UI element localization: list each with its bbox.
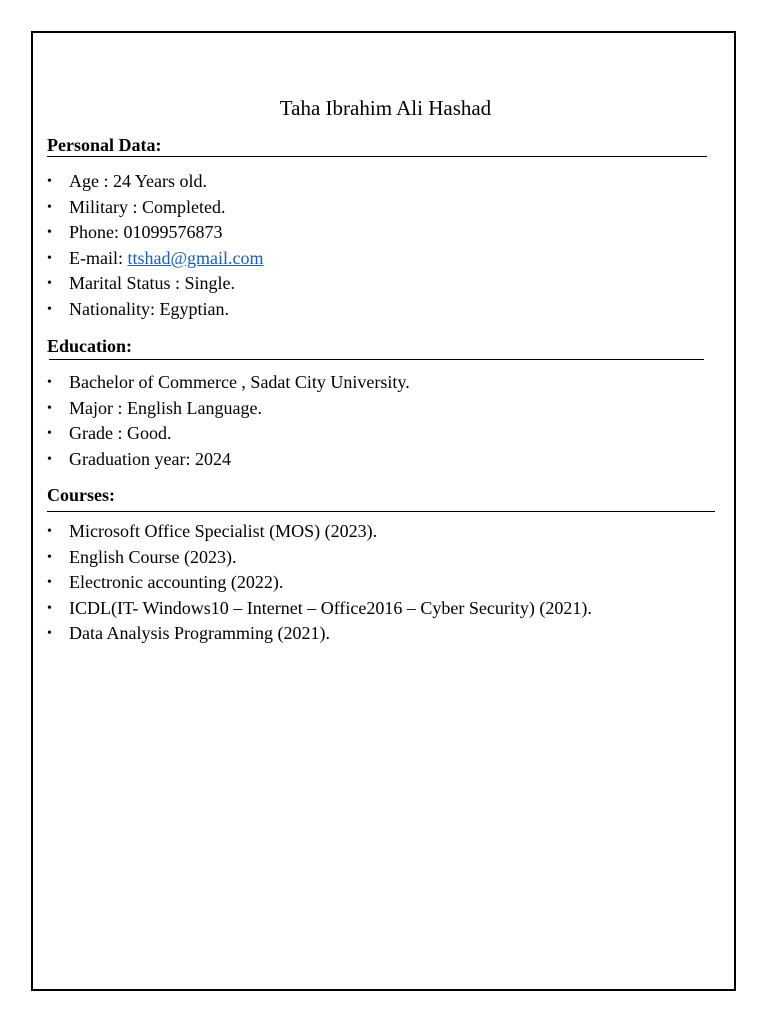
list-item [47, 570, 592, 596]
bullet-icon: • [47, 549, 52, 565]
list-item [47, 271, 264, 297]
courses-divider [47, 511, 715, 512]
bullet-icon: • [47, 174, 52, 189]
bullet-icon: • [47, 250, 52, 266]
bullet-icon: • [47, 426, 52, 442]
education-item-text: Major : English Language. [69, 397, 262, 418]
nationality-text: Nationality: Egyptian. [69, 298, 229, 319]
bullet-icon: • [47, 400, 52, 416]
bullet-icon: • [47, 524, 52, 539]
bullet-icon: • [47, 451, 52, 467]
course-item-text: Data Analysis Programming (2021). [69, 623, 330, 644]
list-item [47, 421, 410, 447]
personal-data-list [47, 169, 264, 323]
list-item [47, 447, 410, 473]
course-item-text: English Course (2023). [69, 546, 237, 567]
list-item [47, 169, 264, 195]
bullet-icon: • [47, 375, 52, 390]
marital-status-text: Marital Status : Single. [69, 273, 235, 294]
courses-heading: Courses: [47, 485, 115, 505]
list-item [47, 220, 264, 246]
list-item [47, 195, 264, 221]
page-title: Taha Ibrahim Ali Hashad [279, 96, 492, 120]
list-item [47, 621, 592, 647]
bullet-icon: • [47, 626, 52, 642]
phone-text: Phone: 01099576873 [69, 222, 223, 243]
bullet-icon: • [47, 199, 52, 215]
education-list [47, 370, 410, 472]
list-item [47, 596, 592, 622]
list-item [47, 519, 592, 545]
personal-data-heading: Personal Data: [47, 135, 162, 155]
email-link[interactable]: ttshad@gmail.com [127, 247, 264, 268]
bullet-icon: • [47, 301, 52, 317]
email-label: E-mail: [69, 247, 128, 268]
cv-page [31, 31, 736, 991]
age-text: Age : 24 Years old. [69, 171, 207, 191]
personal-data-divider [47, 156, 707, 157]
military-text: Military : Completed. [69, 196, 226, 217]
bullet-icon: • [47, 276, 52, 292]
list-item [47, 396, 410, 422]
education-heading: Education: [47, 336, 133, 356]
list-item [47, 545, 592, 571]
education-item-text: Graduation year: 2024 [69, 448, 231, 469]
course-item-text: Electronic accounting (2022). [69, 572, 284, 593]
bullet-icon: • [47, 575, 52, 591]
education-divider [49, 359, 704, 360]
list-item [47, 297, 264, 323]
bullet-icon: • [47, 225, 52, 241]
course-item-text: Microsoft Office Specialist (MOS) (2023). [69, 521, 378, 541]
course-item-text: ICDL(IT- Windows10 – Internet – Office2016 – Cyber Security) (2021). [69, 597, 592, 618]
list-item [47, 246, 264, 272]
courses-list [47, 519, 592, 647]
education-item-text: Grade : Good. [69, 423, 172, 444]
list-item [47, 370, 410, 396]
education-item-text: Bachelor of Commerce , Sadat City University. [69, 372, 410, 392]
bullet-icon: • [47, 600, 52, 616]
